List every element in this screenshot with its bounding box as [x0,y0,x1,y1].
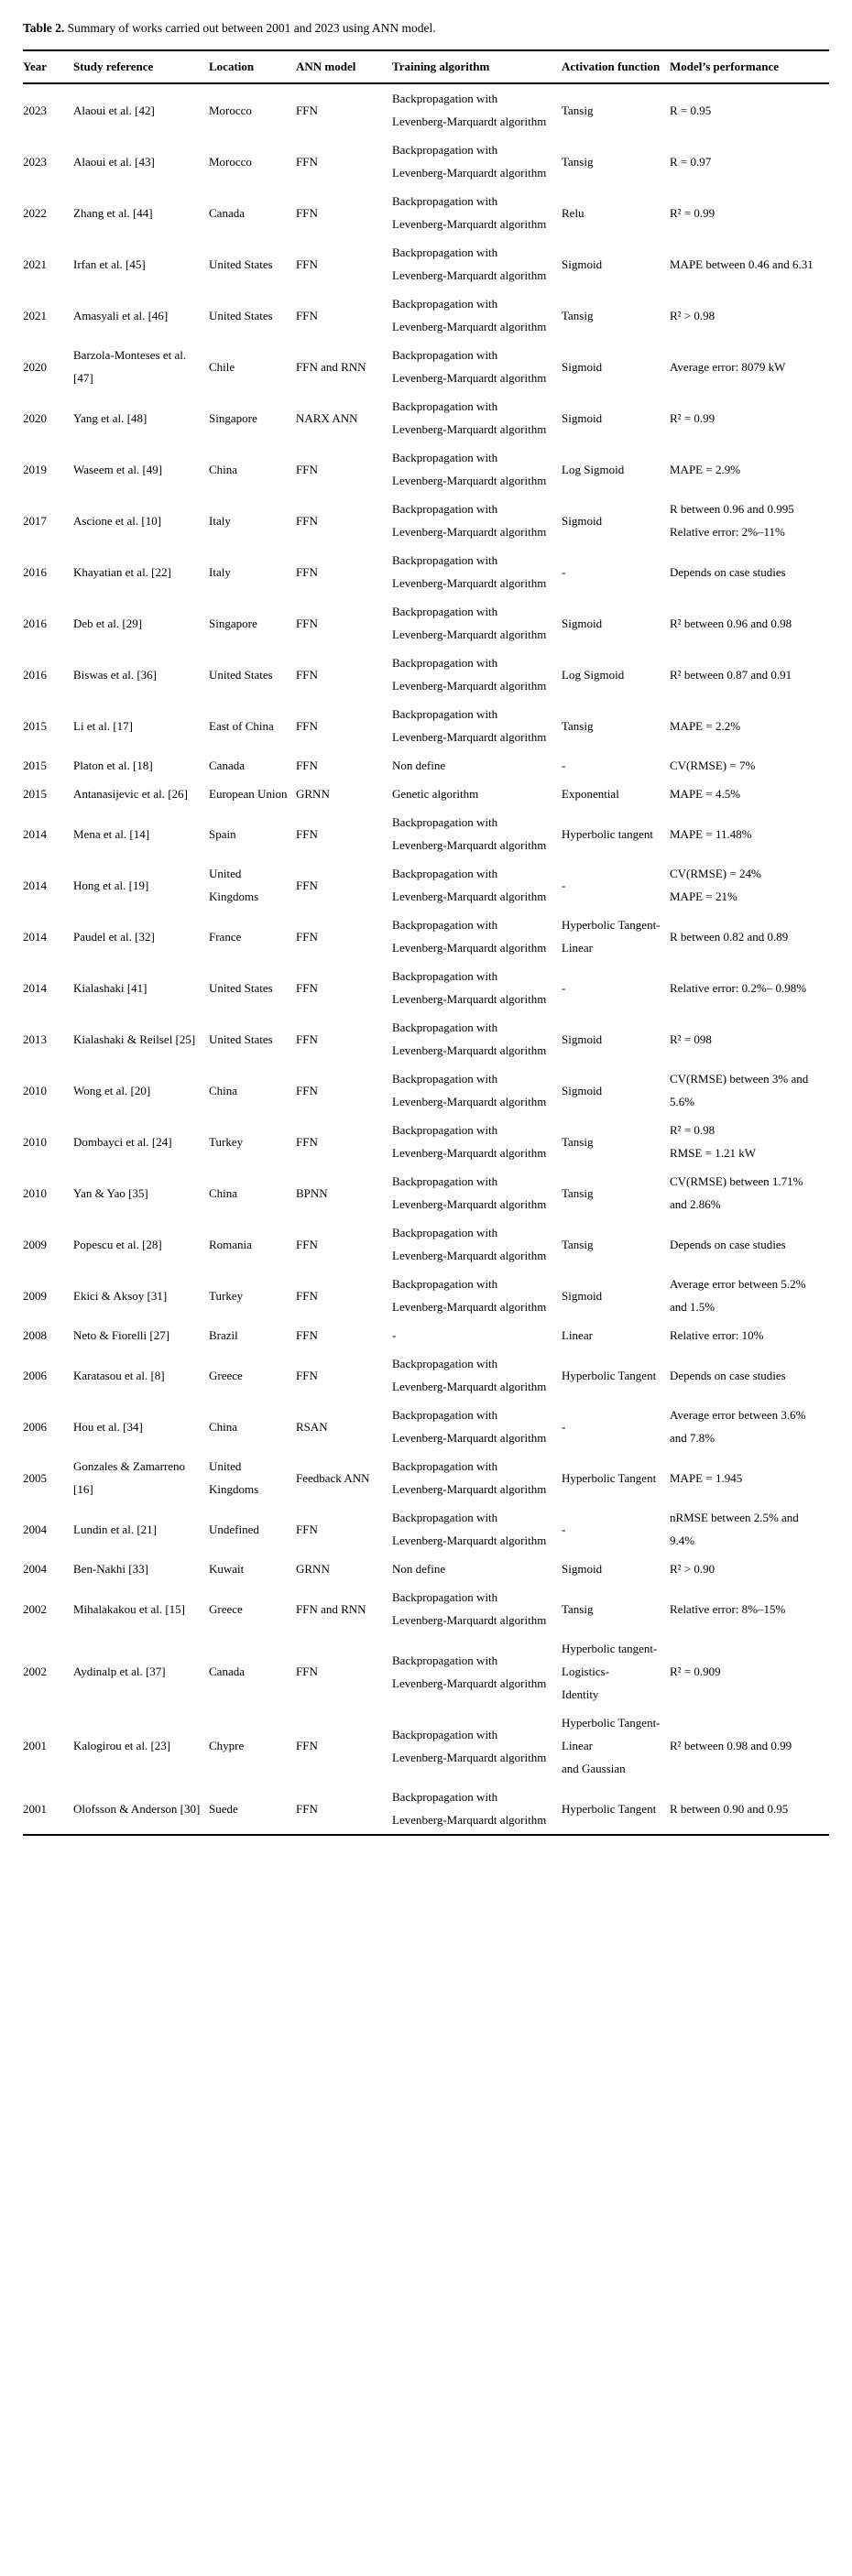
cell-model: FFN [296,513,318,528]
table-row [23,911,829,962]
cell-model: FFN [296,1134,318,1149]
cell-year: 2019 [23,462,47,476]
cell-year: 2002 [23,1665,47,1678]
table-row [23,859,829,911]
cell-algorithm: Backpropagation with Levenberg-Marquardt algorithm [392,1408,547,1445]
cell-reference: Zhang et al. [44] [73,205,153,220]
cell-model: FFN [296,1665,318,1678]
table-row [23,1270,829,1321]
cell-reference: Kialashaki & Reilsel [25] [73,1031,196,1046]
cell-performance: R² between 0.98 and 0.99 [670,1739,792,1752]
cell-model: FFN [296,205,318,220]
cell-model: NARX ANN [296,410,358,425]
table-row [23,1503,829,1555]
table-row [23,1555,829,1583]
summary-table [23,49,829,1836]
table-row [23,1349,829,1401]
cell-performance: Relative error: 10% [670,1328,764,1342]
cell-model: FFN [296,1237,318,1251]
cell-year: 2014 [23,929,47,944]
cell-reference: Olofsson & Anderson [30] [73,1801,201,1816]
cell-model: FFN [296,1288,318,1303]
cell-performance: R² > 0.90 [670,1562,715,1576]
table-row [23,751,829,780]
cell-algorithm: Backpropagation with Levenberg-Marquardt algorithm [392,605,547,641]
cell-reference: Gonzales & Zamarreno [16] [73,1459,186,1496]
cell-algorithm: Backpropagation with Levenberg-Marquardt algorithm [392,707,547,744]
cell-year: 2010 [23,1134,47,1149]
cell-reference: Neto & Fiorelli [27] [73,1328,170,1342]
cell-location: Morocco [209,103,252,117]
table-row [23,649,829,700]
cell-location: Morocco [209,154,252,169]
cell-algorithm: Backpropagation with Levenberg-Marquardt algorithm [392,1590,547,1627]
cell-algorithm: Backpropagation with Levenberg-Marquardt algorithm [392,969,547,1006]
cell-location: China [209,462,238,476]
cell-model: FFN [296,1739,318,1752]
table-row [23,597,829,649]
cell-model: FFN [296,257,318,271]
cell-reference: Lundin et al. [21] [73,1522,157,1536]
cell-performance: MAPE = 4.5% [670,787,741,801]
cell-performance: R between 0.96 and 0.995 Relative error: 2%–11% [670,502,794,539]
cell-location: Chile [209,359,235,374]
cell-location: Italy [209,513,231,528]
cell-performance: Depends on case studies [670,564,786,579]
cell-activation: Sigmoid [562,257,603,271]
cell-reference: Antanasijevic et al. [26] [73,787,188,801]
cell-activation: Hyperbolic Tangent-Linear [562,918,661,955]
table-row [23,780,829,808]
cell-location: Romania [209,1237,252,1251]
cell-algorithm: Backpropagation with Levenberg-Marquardt algorithm [392,1511,547,1547]
cell-algorithm: Backpropagation with Levenberg-Marquardt algorithm [392,194,547,231]
table-row [23,289,829,341]
cell-reference: Wong et al. [20] [73,1083,151,1097]
cell-location: Canada [209,759,245,772]
cell-performance: R = 0.97 [670,154,712,169]
cell-activation: Sigmoid [562,616,603,630]
cell-performance: MAPE = 2.9% [670,462,741,476]
table-row [23,1064,829,1116]
cell-activation: Sigmoid [562,1031,603,1046]
cell-algorithm: Backpropagation with Levenberg-Marquardt algorithm [392,399,547,436]
cell-algorithm: Backpropagation with Levenberg-Marquardt algorithm [392,1021,547,1057]
cell-activation: Sigmoid [562,1083,603,1097]
cell-activation: Tansig [562,1185,594,1200]
table-header [23,50,829,83]
cell-year: 2015 [23,787,47,801]
cell-year: 2006 [23,1368,47,1382]
cell-reference: Khayatian et al. [22] [73,564,171,579]
table-row [23,341,829,392]
header-models-performance: Model’s performance [670,60,780,73]
cell-model: BPNN [296,1185,328,1200]
table-row [23,962,829,1013]
cell-year: 2014 [23,878,47,892]
cell-model: GRNN [296,787,330,801]
cell-performance: Average error: 8079 kW [670,359,786,374]
cell-activation: Tansig [562,1601,594,1616]
table-row [23,1452,829,1503]
cell-activation: Sigmoid [562,513,603,528]
cell-performance: R² = 0.909 [670,1665,721,1678]
cell-model: FFN [296,564,318,579]
cell-model: FFN [296,1801,318,1816]
cell-algorithm: Backpropagation with Levenberg-Marquardt algorithm [392,918,547,955]
cell-location: United Kingdoms [209,867,259,903]
cell-location: United Kingdoms [209,1459,259,1496]
cell-location: Chypre [209,1739,245,1752]
cell-reference: Amasyali et al. [46] [73,308,169,322]
cell-year: 2001 [23,1801,47,1816]
cell-year: 2008 [23,1328,47,1342]
cell-model: FFN [296,1328,318,1342]
cell-performance: R² = 0.98 RMSE = 1.21 kW [670,1123,757,1160]
cell-year: 2021 [23,308,47,322]
cell-location: Turkey [209,1288,244,1303]
table-row [23,700,829,751]
cell-model: FFN [296,1083,318,1097]
cell-reference: Irfan et al. [45] [73,257,146,271]
cell-reference: Kialashaki [41] [73,980,147,995]
cell-activation: Log Sigmoid [562,667,625,682]
cell-performance: MAPE = 2.2% [670,718,741,733]
cell-reference: Barzola-Monteses et al. [47] [73,348,187,385]
cell-reference: Ascione et al. [10] [73,513,162,528]
cell-year: 2015 [23,759,47,772]
cell-model: FFN [296,1522,318,1536]
cell-algorithm: Backpropagation with Levenberg-Marquardt algorithm [392,553,547,590]
header-study-reference: Study reference [73,60,154,73]
cell-algorithm: Backpropagation with Levenberg-Marquardt algorithm [392,867,547,903]
cell-activation: Hyperbolic Tangent [562,1801,657,1816]
cell-activation: Hyperbolic tangent [562,826,653,841]
cell-year: 2015 [23,718,47,733]
cell-performance: R between 0.82 and 0.89 [670,929,789,944]
table-row [23,1783,829,1835]
cell-location: Spain [209,826,236,841]
cell-year: 2016 [23,564,47,579]
cell-performance: CV(RMSE) = 7% [670,759,756,772]
cell-location: Canada [209,1665,245,1678]
cell-reference: Popescu et al. [28] [73,1237,162,1251]
cell-year: 2017 [23,513,47,528]
table-row [23,1634,829,1708]
cell-location: European Union [209,787,288,801]
cell-activation: Hyperbolic Tangent-Linear and Gaussian [562,1716,661,1775]
table-header-row [23,50,829,83]
table-body [23,83,829,1835]
cell-activation: - [562,1522,566,1536]
cell-reference: Karatasou et al. [8] [73,1368,165,1382]
cell-performance: R² between 0.87 and 0.91 [670,667,792,682]
table-row [23,238,829,289]
cell-activation: Log Sigmoid [562,462,625,476]
table-row [23,136,829,187]
cell-model: FFN [296,929,318,944]
cell-location: China [209,1419,238,1434]
cell-algorithm: Backpropagation with Levenberg-Marquardt algorithm [392,815,547,852]
cell-location: East of China [209,718,274,733]
cell-location: Suede [209,1801,238,1816]
cell-performance: MAPE between 0.46 and 6.31 [670,257,814,271]
cell-performance: Average error between 5.2% and 1.5% [670,1277,806,1314]
cell-algorithm: Backpropagation with Levenberg-Marquardt algorithm [392,1653,547,1690]
cell-activation: Exponential [562,787,619,801]
cell-location: China [209,1185,238,1200]
cell-reference: Alaoui et al. [42] [73,103,155,117]
cell-activation: Hyperbolic Tangent [562,1470,657,1485]
cell-model: FFN [296,616,318,630]
cell-year: 2006 [23,1419,47,1434]
cell-model: FFN [296,1368,318,1382]
table-row [23,1013,829,1064]
cell-activation: Linear [562,1328,593,1342]
cell-location: Singapore [209,616,257,630]
cell-model: FFN [296,1031,318,1046]
cell-model: FFN [296,154,318,169]
header-training-algorithm: Training algorithm [392,60,490,73]
cell-performance: Depends on case studies [670,1237,786,1251]
cell-location: Turkey [209,1134,244,1149]
cell-activation: Hyperbolic tangent- Logistics- Identity [562,1642,658,1701]
cell-location: Brazil [209,1328,238,1342]
cell-location: United States [209,308,273,322]
cell-algorithm: Backpropagation with Levenberg-Marquardt algorithm [392,1357,547,1393]
cell-activation: - [562,980,566,995]
cell-activation: Tansig [562,1134,594,1149]
cell-performance: R² = 0.99 [670,205,715,220]
cell-reference: Waseem et al. [49] [73,462,163,476]
cell-activation: Sigmoid [562,359,603,374]
header-year: Year [23,60,47,73]
cell-model: GRNN [296,1562,330,1576]
cell-model: FFN [296,462,318,476]
cell-activation: Tansig [562,154,594,169]
cell-location: Italy [209,564,231,579]
cell-algorithm: Backpropagation with Levenberg-Marquardt algorithm [392,451,547,487]
cell-activation: Tansig [562,308,594,322]
cell-activation: - [562,759,566,772]
cell-model: FFN [296,103,318,117]
cell-reference: Yan & Yao [35] [73,1185,148,1200]
cell-activation: Tansig [562,103,594,117]
cell-year: 2010 [23,1185,47,1200]
cell-algorithm: Backpropagation with Levenberg-Marquardt algorithm [392,1123,547,1160]
cell-performance: Relative error: 8%–15% [670,1601,786,1616]
cell-performance: R = 0.95 [670,103,712,117]
cell-location: United States [209,1031,273,1046]
cell-activation: Tansig [562,1237,594,1251]
cell-performance: CV(RMSE) between 1.71% and 2.86% [670,1174,803,1211]
cell-reference: Hong et al. [19] [73,878,149,892]
cell-reference: Dombayci et al. [24] [73,1134,172,1149]
cell-model: FFN [296,308,318,322]
cell-algorithm: Backpropagation with Levenberg-Marquardt algorithm [392,92,547,128]
cell-year: 2009 [23,1237,47,1251]
cell-activation: Tansig [562,718,594,733]
cell-location: United States [209,980,273,995]
cell-year: 2005 [23,1470,47,1485]
cell-year: 2021 [23,257,47,271]
cell-algorithm: - [392,1328,397,1342]
cell-location: United States [209,667,273,682]
cell-reference: Li et al. [17] [73,718,133,733]
table-caption-text: Summary of works carried out between 2001 and 2023 using ANN model. [67,21,436,35]
table-row [23,392,829,443]
table-row [23,1583,829,1634]
cell-performance: MAPE = 1.945 [670,1470,743,1485]
cell-performance: R² = 0.99 [670,410,715,425]
cell-model: FFN [296,980,318,995]
cell-performance: nRMSE between 2.5% and 9.4% [670,1511,799,1547]
cell-algorithm: Backpropagation with Levenberg-Marquardt algorithm [392,143,547,180]
cell-model: FFN and RNN [296,1601,366,1616]
cell-reference: Deb et al. [29] [73,616,143,630]
cell-year: 2014 [23,826,47,841]
cell-activation: Sigmoid [562,1562,603,1576]
cell-algorithm: Backpropagation with Levenberg-Marquardt algorithm [392,502,547,539]
cell-year: 2020 [23,359,47,374]
cell-algorithm: Backpropagation with Levenberg-Marquardt algorithm [392,1277,547,1314]
cell-reference: Yang et al. [48] [73,410,147,425]
table-row [23,1401,829,1452]
cell-activation: - [562,564,566,579]
cell-year: 2023 [23,103,47,117]
cell-location: Singapore [209,410,257,425]
cell-performance: Relative error: 0.2%– 0.98% [670,980,807,995]
cell-algorithm: Backpropagation with Levenberg-Marquardt algorithm [392,1072,547,1108]
table-row [23,443,829,495]
cell-algorithm: Backpropagation with Levenberg-Marquardt algorithm [392,1790,547,1827]
cell-algorithm: Backpropagation with Levenberg-Marquardt algorithm [392,1459,547,1496]
cell-year: 2004 [23,1562,47,1576]
cell-location: Kuwait [209,1562,245,1576]
table-caption [23,20,829,37]
cell-model: RSAN [296,1419,328,1434]
cell-reference: Kalogirou et al. [23] [73,1739,171,1752]
cell-location: Undefined [209,1522,259,1536]
cell-activation: - [562,878,566,892]
cell-year: 2020 [23,410,47,425]
cell-algorithm: Non define [392,759,446,772]
cell-activation: Sigmoid [562,410,603,425]
cell-algorithm: Backpropagation with Levenberg-Marquardt algorithm [392,1174,547,1211]
cell-performance: MAPE = 11.48% [670,826,752,841]
cell-activation: Relu [562,205,584,220]
table-row [23,808,829,859]
cell-year: 2009 [23,1288,47,1303]
cell-model: FFN [296,826,318,841]
cell-model: FFN [296,759,318,772]
cell-year: 2014 [23,980,47,995]
cell-performance: R between 0.90 and 0.95 [670,1801,789,1816]
table-row [23,83,829,136]
cell-reference: Aydinalp et al. [37] [73,1665,166,1678]
cell-reference: Mena et al. [14] [73,826,150,841]
cell-performance: Average error between 3.6% and 7.8% [670,1408,806,1445]
header-ann-model: ANN model [296,60,356,73]
cell-performance: CV(RMSE) = 24% MAPE = 21% [670,867,761,903]
cell-reference: Ben-Nakhi [33] [73,1562,148,1576]
cell-model: FFN [296,878,318,892]
cell-location: China [209,1083,238,1097]
table-row [23,1116,829,1167]
cell-performance: Depends on case studies [670,1368,786,1382]
table-row [23,1167,829,1218]
cell-location: Greece [209,1601,243,1616]
cell-performance: R² = 098 [670,1031,712,1046]
cell-algorithm: Non define [392,1562,446,1576]
cell-algorithm: Genetic algorithm [392,787,479,801]
cell-location: Greece [209,1368,243,1382]
cell-algorithm: Backpropagation with Levenberg-Marquardt algorithm [392,348,547,385]
cell-model: FFN [296,667,318,682]
table-caption-label: Table 2. [23,21,65,35]
table-row [23,495,829,546]
cell-model: Feedback ANN [296,1470,370,1485]
cell-location: France [209,929,242,944]
cell-model: FFN [296,718,318,733]
header-location: Location [209,60,255,73]
cell-year: 2001 [23,1739,47,1752]
table-row [23,1708,829,1783]
cell-year: 2016 [23,616,47,630]
cell-reference: Alaoui et al. [43] [73,154,155,169]
cell-year: 2016 [23,667,47,682]
cell-location: United States [209,257,273,271]
cell-performance: R² > 0.98 [670,308,715,322]
cell-reference: Biswas et al. [36] [73,667,157,682]
cell-reference: Mihalakakou et al. [15] [73,1601,186,1616]
cell-activation: Hyperbolic Tangent [562,1368,657,1382]
header-activation-function: Activation function [562,60,661,73]
cell-year: 2002 [23,1601,47,1616]
cell-reference: Hou et al. [34] [73,1419,143,1434]
cell-location: Canada [209,205,245,220]
cell-year: 2022 [23,205,47,220]
cell-algorithm: Backpropagation with Levenberg-Marquardt algorithm [392,246,547,282]
cell-algorithm: Backpropagation with Levenberg-Marquardt algorithm [392,656,547,693]
cell-activation: Sigmoid [562,1288,603,1303]
cell-reference: Ekici & Aksoy [31] [73,1288,168,1303]
table-row [23,546,829,597]
cell-year: 2023 [23,154,47,169]
cell-activation: - [562,1419,566,1434]
cell-performance: R² between 0.96 and 0.98 [670,616,792,630]
cell-year: 2004 [23,1522,47,1536]
table-row [23,1321,829,1349]
cell-model: FFN and RNN [296,359,366,374]
cell-algorithm: Backpropagation with Levenberg-Marquardt algorithm [392,1727,547,1764]
table-row [23,1218,829,1270]
cell-algorithm: Backpropagation with Levenberg-Marquardt algorithm [392,1226,547,1262]
cell-year: 2010 [23,1083,47,1097]
cell-reference: Platon et al. [18] [73,759,153,772]
table-row [23,187,829,238]
cell-algorithm: Backpropagation with Levenberg-Marquardt algorithm [392,297,547,333]
cell-year: 2013 [23,1031,47,1046]
cell-performance: CV(RMSE) between 3% and 5.6% [670,1072,809,1108]
cell-reference: Paudel et al. [32] [73,929,155,944]
